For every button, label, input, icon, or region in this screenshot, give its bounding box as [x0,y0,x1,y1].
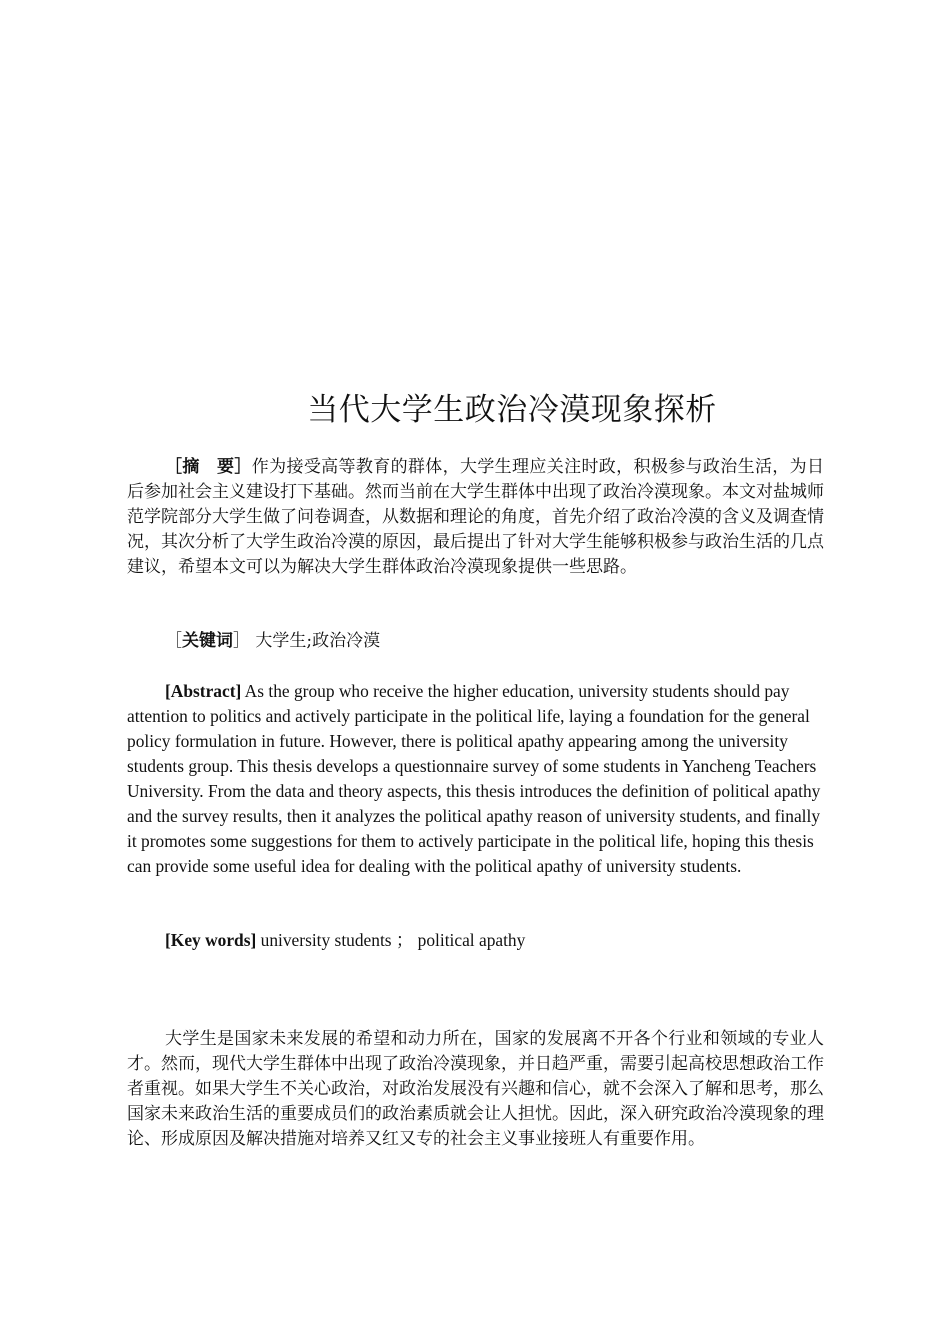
abstract-en-label: [Abstract] [165,681,242,701]
abstract-cn-text: 作为接受高等教育的群体，大学生理应关注时政，积极参与政治生活，为日后参加社会主义建设打下基础。然而当前在大学生群体中出现了政治冷漠现象。本文对盐城师范学院部分大学生做了问卷调查，从数据和理论的角度，首先介绍了政治冷漠的含义及调查情况，其次分析了大学生政治冷漠的原因，最后提出了针对大学生能够积极参与政治生活的几点建议，希望本文可以为解决大学生群体政治冷漠现象提供一些思路。 [127,457,825,577]
document-title: 当代大学生政治冷漠现象探析 [307,392,717,428]
keywords-cn-close-bracket: ］ [233,631,250,651]
abstract-en-text: As the group who receive the higher education, university students should pay attention to politics and actively participate in the political life, laying a foundation for the general policy formulation in future. However, there is political apathy appearing among the university students group. This thesis develops a questionnaire survey of some students in Yancheng Teachers University. From the data and theory aspects, this thesis introduces the definition of political apathy and the survey results, then it analyzes the political apathy reason of university students, and finally it promotes some suggestions for them to actively participate in the political life, hoping this thesis can provide some useful idea for dealing with the political apathy of university students. [127,681,821,876]
keywords-en-text: university students ； political apathy [256,930,526,950]
abstract-cn-paragraph [127,455,824,580]
keywords-en-paragraph [127,928,824,953]
keywords-cn-paragraph [127,629,824,654]
keywords-cn-text: 大学生;政治冷漠 [250,631,381,651]
keywords-cn-open-bracket: ［ [165,631,182,651]
abstract-en-paragraph [127,679,824,879]
intro-paragraph: 大学生是国家未来发展的希望和动力所在，国家的发展离不开各个行业和领域的专业人才。然而，现代大学生群体中出现了政治冷漠现象，并日趋严重，需要引起高校思想政治工作者重视。如果大学生不关心政治，对政治发展没有兴趣和信心，就不会深入了解和思考，那么国家未来政治生活的重要成员们的政治素质就会让人担忧。因此，深入研究政治冷漠现象的理论、形成原因及解决措施对培养又红又专的社会主义事业接班人有重要作用。 [127,1029,824,1149]
keywords-en-label: [Key words] [165,930,257,950]
abstract-cn-label: ［摘 要］ [165,457,252,477]
keywords-cn-label: 关键词 [182,631,233,651]
